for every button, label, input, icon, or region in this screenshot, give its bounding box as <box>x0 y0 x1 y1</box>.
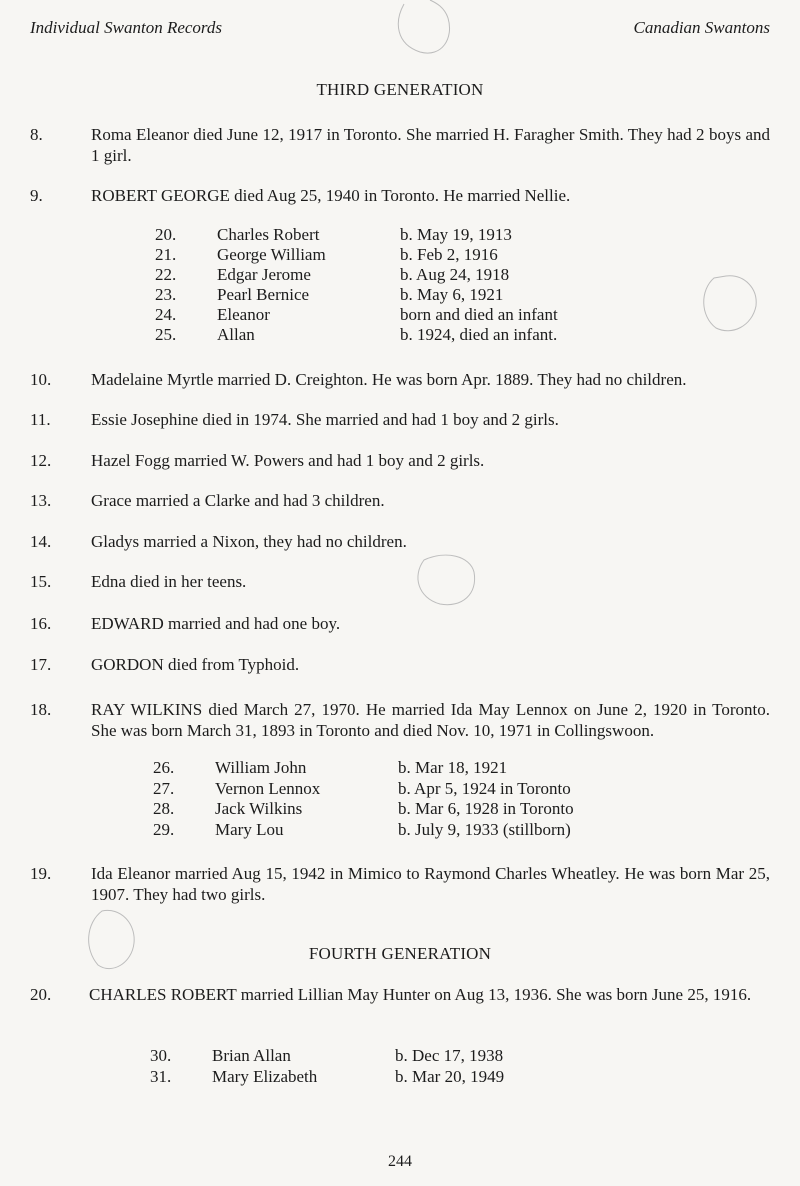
entry-text: EDWARD married and had one boy. <box>91 614 341 633</box>
child-number: 30. <box>150 1046 172 1065</box>
child-date: b. May 19, 1913 <box>400 225 512 244</box>
child-number: 20. <box>155 225 177 244</box>
child-date: b. May 6, 1921 <box>400 285 504 304</box>
child-date: b. Apr 5, 1924 in Toronto <box>398 779 571 798</box>
child-name: Mary Lou <box>215 820 284 839</box>
entry-number: 17. <box>30 655 52 674</box>
section-title: FOURTH GENERATION <box>308 944 492 963</box>
child-date: b. Dec 17, 1938 <box>395 1046 504 1065</box>
child-name: Charles Robert <box>217 225 320 244</box>
entry-text: Ida Eleanor married Aug 15, 1942 in Mimico to Raymond Charles Wheatley. He was born Mar 25, 1907. They had two girls. <box>91 864 770 904</box>
entry-text: Essie Josephine died in 1974. She married and had 1 boy and 2 girls. <box>91 410 559 429</box>
header-title-right: Canadian Swantons <box>633 18 770 37</box>
child-number: 28. <box>153 799 175 818</box>
child-number: 22. <box>155 265 177 284</box>
smudge-mark <box>696 270 766 340</box>
child-number: 23. <box>155 285 177 304</box>
child-name: Mary Elizabeth <box>212 1067 318 1086</box>
entry-number: 19. <box>30 864 52 883</box>
entry-text: Hazel Fogg married W. Powers and had 1 boy and 2 girls. <box>91 451 485 470</box>
smudge-mark <box>390 0 470 60</box>
child-name: Allan <box>217 325 255 344</box>
child-date: b. July 9, 1933 (stillborn) <box>398 820 571 839</box>
entry-text: ROBERT GEORGE died Aug 25, 1940 in Toronto. He married Nellie. <box>91 186 571 205</box>
entry-text: Madelaine Myrtle married D. Creighton. He was born Apr. 1889. They had no children. <box>91 370 687 389</box>
child-number: 29. <box>153 820 175 839</box>
entry-number: 15. <box>30 572 52 591</box>
child-date: born and died an infant <box>400 305 558 324</box>
entry-text: GORDON died from Typhoid. <box>91 655 300 674</box>
entry-number: 13. <box>30 491 52 510</box>
entry-number: 14. <box>30 532 52 551</box>
child-number: 21. <box>155 245 177 264</box>
child-name: Jack Wilkins <box>215 799 303 818</box>
child-name: Pearl Bernice <box>217 285 310 304</box>
child-number: 25. <box>155 325 177 344</box>
entry-text: Edna died in her teens. <box>91 572 247 591</box>
child-name: Brian Allan <box>212 1046 291 1065</box>
child-name: Eleanor <box>217 305 270 324</box>
entry-number: 9. <box>30 186 43 205</box>
entry-number: 12. <box>30 451 52 470</box>
child-name: William John <box>215 758 307 777</box>
child-name: Vernon Lennox <box>215 779 321 798</box>
entry-text: RAY WILKINS died March 27, 1970. He married Ida May Lennox on June 2, 1920 in Toronto. She was born March 31, 1893 in Toronto and died Nov. 10, 1971 in Collingswoon. <box>91 700 770 740</box>
child-date: b. Mar 6, 1928 in Toronto <box>398 799 574 818</box>
section-title: THIRD GENERATION <box>316 80 484 99</box>
entry-number: 16. <box>30 614 52 633</box>
child-number: 24. <box>155 305 177 324</box>
child-date: b. Aug 24, 1918 <box>400 265 510 284</box>
child-number: 27. <box>153 779 175 798</box>
child-date: b. 1924, died an infant. <box>400 325 558 344</box>
smudge-mark <box>80 905 140 975</box>
entry-text: CHARLES ROBERT married Lillian May Hunter on Aug 13, 1936. She was born June 25, 1916. <box>89 985 752 1004</box>
child-name: Edgar Jerome <box>217 265 311 284</box>
entry-number: 10. <box>30 370 52 389</box>
child-number: 31. <box>150 1067 172 1086</box>
child-name: George William <box>217 245 326 264</box>
entry-number: 11. <box>30 410 51 429</box>
entry-number: 18. <box>30 700 52 719</box>
entry-text: Roma Eleanor died June 12, 1917 in Toronto. She married H. Faragher Smith. They had 2 boys and 1 girl. <box>91 125 770 165</box>
child-date: b. Feb 2, 1916 <box>400 245 498 264</box>
entry-number: 8. <box>30 125 43 144</box>
child-date: b. Mar 18, 1921 <box>398 758 508 777</box>
child-number: 26. <box>153 758 175 777</box>
entry-number: 20. <box>30 985 52 1004</box>
header-title-left: Individual Swanton Records <box>30 18 223 37</box>
entry-text: Gladys married a Nixon, they had no children. <box>91 532 407 551</box>
page-number: 244 <box>388 1153 412 1170</box>
child-date: b. Mar 20, 1949 <box>395 1067 505 1086</box>
entry-text: Grace married a Clarke and had 3 children. <box>91 491 385 510</box>
